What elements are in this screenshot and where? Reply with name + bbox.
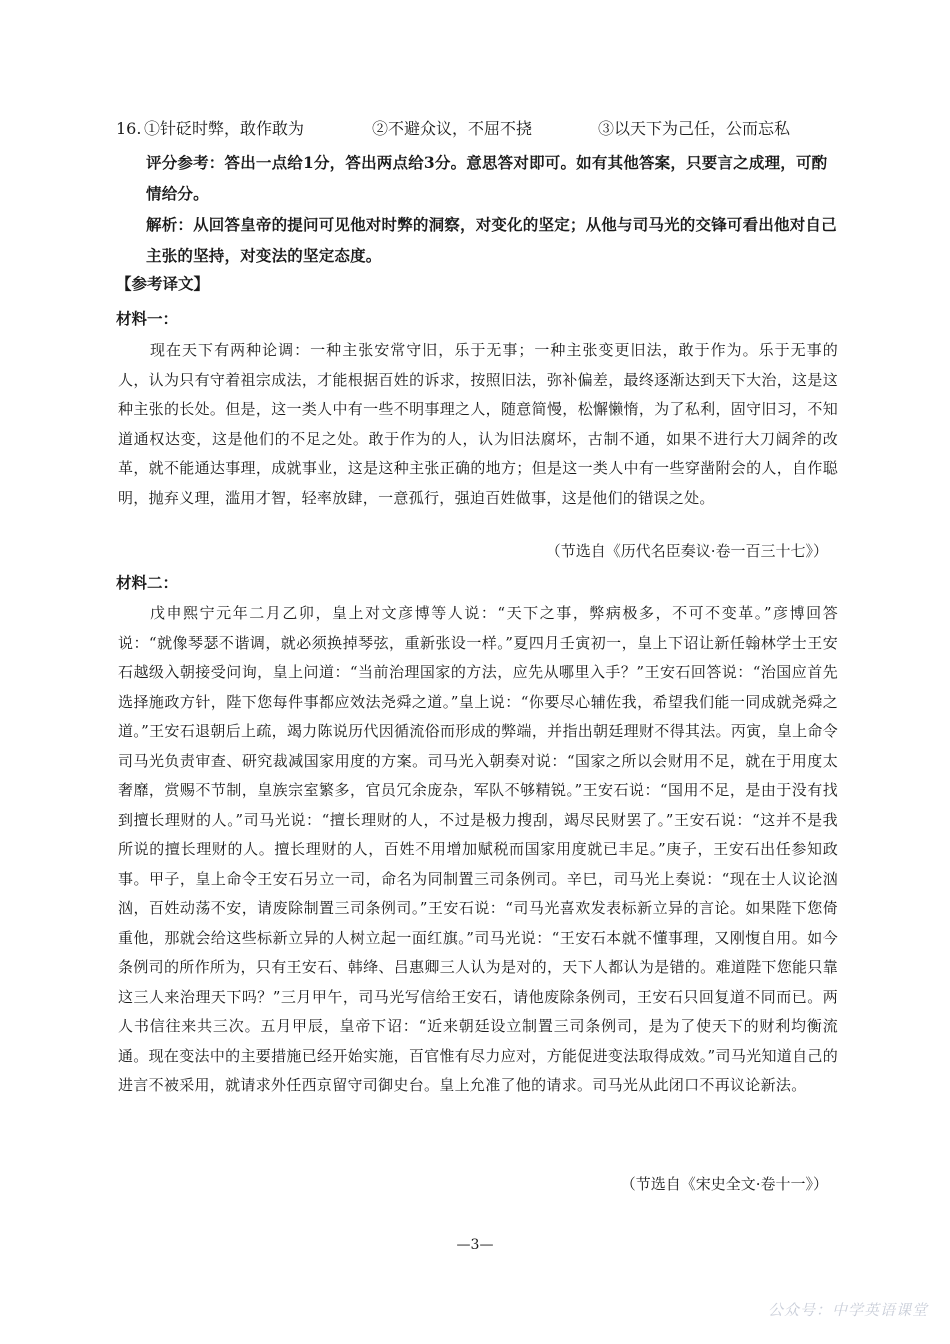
reference-translation-title: 【参考译文】 xyxy=(116,274,210,293)
answer-option-1: ①针砭时弊，敢作敢为 xyxy=(144,119,305,138)
answer-option-3: ③以天下为己任，公而忘私 xyxy=(598,119,791,138)
material-2-source: （节选自《宋史全文·卷十一》） xyxy=(620,1175,828,1193)
question-number: 16. xyxy=(116,119,142,138)
material-2-title: 材料二： xyxy=(116,573,179,592)
answer-option-2: ②不避众议，不屈不挠 xyxy=(372,119,533,138)
watermark: 公众号：中学英语课堂 xyxy=(767,1301,928,1319)
question-16-answer xyxy=(116,117,836,141)
material-1-source: （节选自《历代名臣奏议·卷一百三十七》） xyxy=(545,542,828,560)
answer-analysis: 解析：从回答皇帝的提问可见他对时弊的洞察，对变化的坚定；从他与司马光的交锋可看出他对自己主张的坚持，对变法的坚定态度。 xyxy=(146,215,837,265)
material-2-body: 戊申熙宁元年二月乙卯，皇上对文彦博等人说：“天下之事，弊病极多，不可不变革。”彦博回答说：“就像琴瑟不谐调，就必须换掉琴弦，重新张设一样。”夏四月壬寅初一，皇上下诏让新任翰林学士王安石越级入朝接受问询，皇上问道：“当前治理国家的方法，应先从哪里入手？”王安石回答说：“治国应首先选择施政方针，陛下您每件事都应效法尧舜之道。”皇上说：“你要尽心辅佐我，希望我们能一同成就尧舜之道。”王安石退朝后上疏，竭力陈说历代因循流俗而形成的弊端，并指出朝廷理财不得其法。丙寅，皇上命令司马光负责审查、研究裁减国家用度的方案。司马光入朝奏对说：“国家之所以会财用不足，就在于用度太奢靡，赏赐不节制，皇族宗室繁多，官员冗余庞杂，军队不够精锐。”王安石说：“国用不足，是由于没有找到擅长理财的人。”司马光说：“擅长理财的人，不过是极力搜刮，竭尽民财罢了。”王安石说：“这并不是我所说的擅长理财的人。擅长理财的人，百姓不用增加赋税而国家用度就已丰足。”庚子，王安石出任参知政事。甲子，皇上命令王安石另立一司，命名为同制置三司条例司。辛巳，司马光上奏说：“现在士人议论汹汹，百姓动荡不安，请废除制置三司条例司。”王安石说：“司马光喜欢发表标新立异的言论。如果陛下您倚重他，那就会给这些标新立异的人树立起一面红旗。”司马光说：“王安石本就不懂事理，又刚愎自用。如今条例司的所作所为，只有王安石、韩绛、吕惠卿三人认为是对的，天下人都认为是错的。难道陛下您能只靠这三人来治理天下吗？”三月甲午，司马光写信给王安石，请他废除条例司，王安石只回复道不同而已。两人书信往来共三次。五月甲辰，皇帝下诏：“近来朝廷设立制置三司条例司，是为了使天下的财利均衡流通。现在变法中的主要措施已经开始实施，百官惟有尽力应对，方能促进变法取得成效。”司马光知道自己的进言不被采用，就请求外任西京留守司御史台。皇上允准了他的请求。司马光从此闭口不再议论新法。 xyxy=(118,604,838,1094)
scoring-reference: 评分参考：答出一点给1分，答出两点给3分。意思答对即可。如有其他答案，只要言之成理，可酌情给分。 xyxy=(146,153,828,203)
material-1-title: 材料一： xyxy=(116,309,179,328)
material-1-body: 现在天下有两种论调：一种主张安常守旧，乐于无事；一种主张变更旧法，敢于作为。乐于无事的人，认为只有守着祖宗成法，才能根据百姓的诉求，按照旧法，弥补偏差，最终逐渐达到天下大治，这是这种主张的长处。但是，这一类人中有一些不明事理之人，随意简慢，松懈懒惰，为了私利，固守旧习，不知道通权达变，这是他们的不足之处。敢于作为的人，认为旧法腐坏，古制不通，如果不进行大刀阔斧的改革，就不能通达事理，成就事业，这是这种主张正确的地方；但是这一类人中有一些穿凿附会的人，自作聪明，抛弃义理，滥用才智，轻率放肆，一意孤行，强迫百姓做事，这是他们的错误之处。 xyxy=(118,341,838,507)
page-number: —3— xyxy=(456,1237,494,1253)
